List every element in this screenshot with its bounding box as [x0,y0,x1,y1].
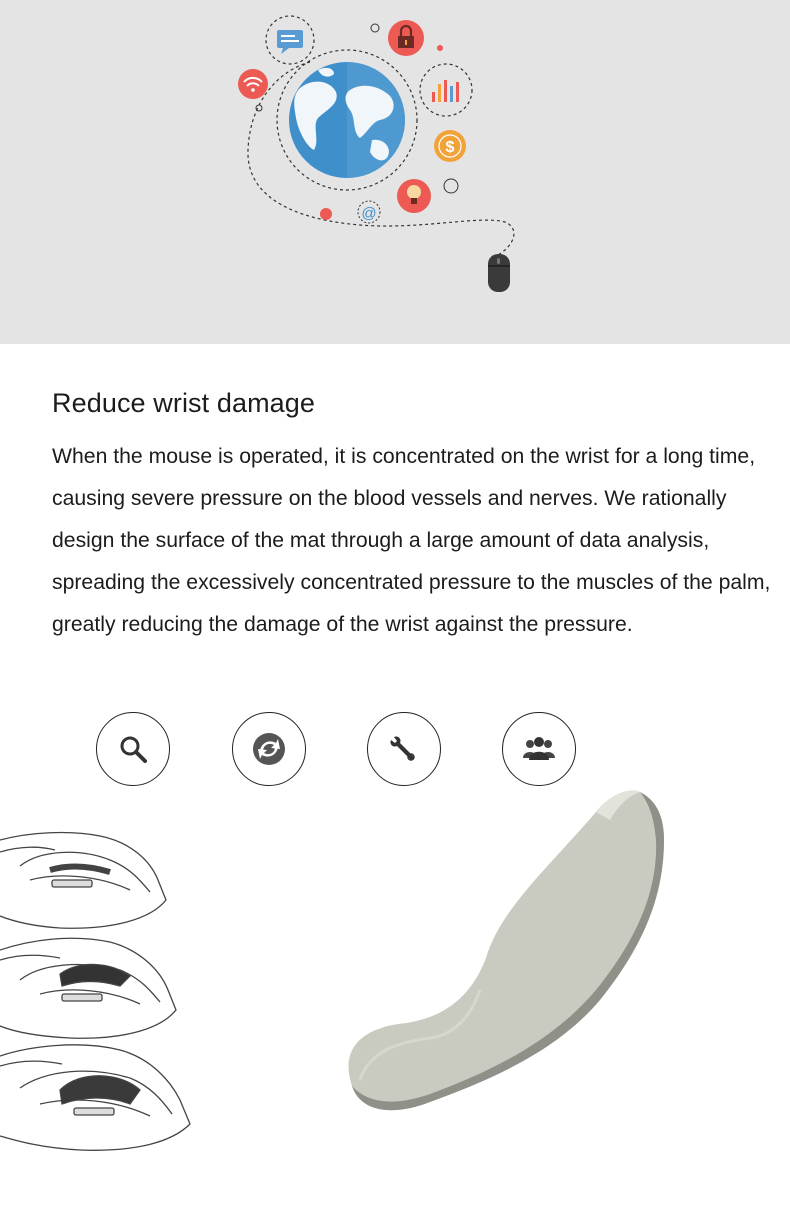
section-heading: Reduce wrist damage [52,388,316,418]
dollar-icon [434,130,466,162]
hero-banner [0,0,790,344]
users-icon [519,732,559,766]
wrench-icon [387,732,421,766]
product-illustration [0,780,790,1212]
svg-text:@: @ [361,205,377,222]
feature-users-badge [502,712,576,786]
search-icon [116,732,150,766]
chat-icon [277,30,303,54]
hand-sketch-1 [0,833,166,929]
computer-mouse-icon [488,254,510,292]
lock-icon [388,20,424,56]
hand-on-mouse-sketches [0,833,190,1151]
wrist-rest-pad [349,790,664,1110]
wifi-icon [238,69,268,99]
svg-text:$: $ [445,139,455,156]
lightbulb-icon [397,179,431,213]
bar-chart-icon [432,80,459,102]
section-paragraph: When the mouse is operated, it is concentrated on the wrist for a long time, causing severe pressure on the blood vessels and nerves. We rationally design the surface of the mat through a large amount of data analysis, spreading the excessively concentrated pressure to the muscles of the palm, greatly reducing the damage of the wrist against the pressure. [52,445,771,636]
network-globe-illustration [0,0,790,344]
at-icon [358,201,380,223]
hand-sketch-3 [0,1045,190,1150]
feature-search-badge [96,712,170,786]
feature-wrench-badge [367,712,441,786]
hand-sketch-2 [0,938,176,1038]
refresh-icon [249,729,289,769]
feature-refresh-badge [232,712,306,786]
globe-icon [289,62,405,178]
